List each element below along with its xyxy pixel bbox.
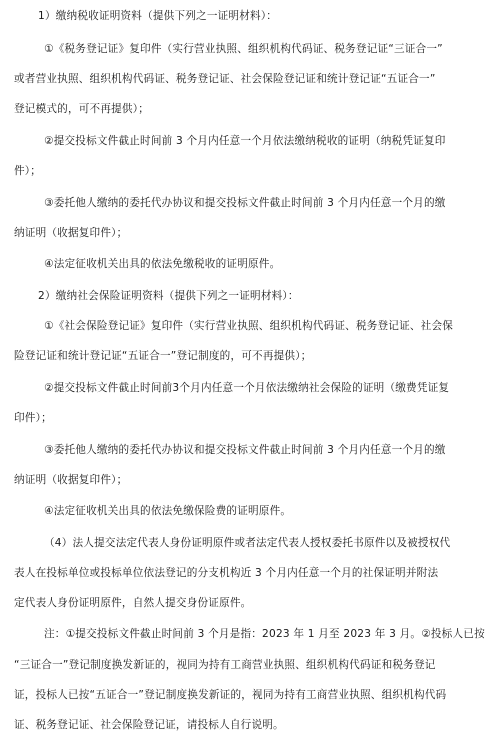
tax-item-2-line-2: 件）； [14, 165, 42, 177]
note-line-2: “三证合一”登记制度换发新证的，视同为持有工商营业执照、组织机构代码证和税务登记 [14, 659, 436, 671]
section-4-line-3: 定代表人身份证明原件，自然人提交身份证原件。 [14, 597, 252, 609]
insurance-item-2-line-2: 印件）； [14, 412, 52, 424]
tax-item-3-line-2: 纳证明（收据复印件）； [14, 227, 128, 239]
tax-item-1-line-3: 登记模式的，可不再提供）； [14, 103, 150, 115]
insurance-item-1-line-1: ①《社会保险登记证》复印件（实行营业执照、组织机构代码证、税务登记证、社会保 [44, 320, 454, 332]
tax-item-4: ④法定征收机关出具的依法免缴税收的证明原件。 [44, 258, 281, 270]
section-4-line-2: 表人在投标单位或投标单位依法登记的分支机构近 3 个月内任意一个月的社保证明并附法 [14, 567, 439, 579]
tax-item-1-line-2: 或者营业执照、组织机构代码证、税务登记证、社会保险登记证和统计登记证“五证合一” [14, 73, 436, 85]
tax-item-1-line-1: ①《税务登记证》复印件（实行营业执照、组织机构代码证、税务登记证“三证合一” [44, 43, 443, 55]
section-2-heading: 2）缴纳社会保险证明资料（提供下列之一证明材料）： [38, 290, 299, 302]
tax-item-3-line-1: ③委托他人缴纳的委托代办协议和提交投标文件截止时间前 3 个月内任意一个月的缴 [44, 197, 446, 209]
note-line-3: 证，投标人已按“五证合一”登记制度换发新证的，视同为持有工商营业执照、组织机构代码 [14, 689, 447, 701]
insurance-item-3-line-1: ③委托他人缴纳的委托代办协议和提交投标文件截止时间前 3 个月内任意一个月的缴 [44, 444, 446, 456]
insurance-item-4: ④法定征收机关出具的依法免缴保险费的证明原件。 [44, 505, 292, 517]
section-1-heading: 1）缴纳税收证明资料（提供下列之一证明材料）： [38, 10, 278, 22]
section-4-line-1: （4）法人提交法定代表人身份证明原件或者法定代表人授权委托书原件以及被授权代 [44, 537, 451, 549]
note-line-1: 注：①提交投标文件截止时间前 3 个月是指：2023 年 1 月至 2023 年 3 月。②投标人已按 [44, 628, 485, 640]
insurance-item-1-line-2: 险登记证和统计登记证“五证合一”登记制度的，可不再提供）； [14, 350, 312, 362]
tax-item-2-line-1: ②提交投标文件截止时间前 3 个月内任意一个月依法缴纳税收的证明（纳税凭证复印 [44, 135, 446, 147]
insurance-item-3-line-2: 纳证明（收据复印件）； [14, 474, 128, 486]
note-line-4: 证、税务登记证、社会保险登记证，请投标人自行说明。 [14, 719, 284, 731]
insurance-item-2-line-1: ②提交投标文件截止时间前3个月内任意一个月依法缴纳社会保险的证明（缴费凭证复 [44, 382, 450, 394]
